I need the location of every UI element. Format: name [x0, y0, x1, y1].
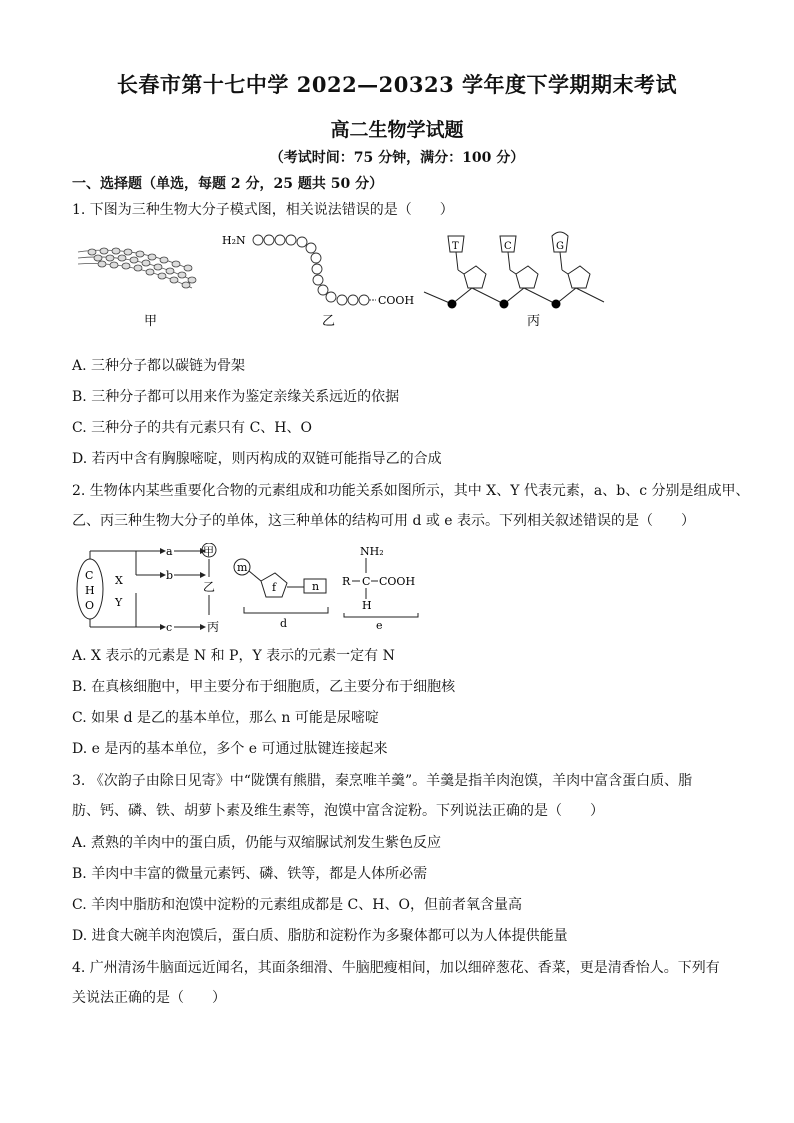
label-f: f: [272, 581, 277, 594]
q2-stem-line2: 乙、丙三种生物大分子的单体，这三种单体的结构可用 d 或 e 表示。下列相关叙述错误的是（ ）: [72, 513, 696, 529]
label-e: e: [376, 619, 383, 632]
label-cooh-e: COOH: [379, 575, 416, 588]
base-c: C: [504, 241, 512, 252]
q1-option-c: C. 三种分子的共有元素只有 C、H、O: [72, 420, 312, 436]
element-y: Y: [115, 596, 123, 609]
q4-stem-line2: 关说法正确的是（ ）: [72, 990, 226, 1006]
monomer-c: c: [166, 621, 173, 633]
q1-option-d: D. 若丙中含有胸腺嘧啶，则丙构成的双链可能指导乙的合成: [72, 451, 442, 467]
figure-bing-nucleotides: [424, 232, 604, 304]
element-o: O: [85, 599, 95, 612]
label-d: d: [280, 617, 288, 630]
q1-stem: 1. 下图为三种生物大分子模式图，相关说法错误的是（ ）: [72, 202, 454, 218]
exam-title: 长春市第十七中学 2022—20323 学年度下学期期末考试: [116, 72, 678, 97]
q3-stem-line1: 3. 《次韵子由除日见寄》中“陇馔有熊腊，秦烹唯羊羹”。羊羹是指羊肉泡馍，羊肉中富含蛋白质、脂: [72, 773, 693, 789]
label-m: m: [237, 561, 248, 574]
q4-stem-line1: 4. 广州清汤牛脑面远近闻名，其面条细滑、牛脑肥瘦相间，加以细碎葱花、香菜，更是清香怡人。下列有: [72, 960, 720, 976]
exam-info: （考试时间：75 分钟，满分：100 分）: [269, 150, 525, 166]
base-g: G: [556, 241, 564, 252]
figure-jia-helix: [78, 248, 196, 288]
q3-stem-line2: 肪、钙、磷、铁、胡萝卜素及维生素等，泡馍中富含淀粉。下列说法正确的是（ ）: [72, 803, 604, 819]
label-h2n: H₂N: [222, 234, 246, 247]
figure-label-jia: 甲: [144, 314, 158, 329]
q2-option-d: D. e 是丙的基本单位，多个 e 可通过肽键连接起来: [72, 741, 388, 757]
label-c-center: C: [362, 575, 371, 588]
figure-label-yi: 乙: [322, 314, 336, 329]
q3-option-c: C. 羊肉中脂肪和泡馍中淀粉的元素组成都是 C、H、O，但前者氧含量高: [72, 897, 522, 913]
q1-option-a: A. 三种分子都以碳链为骨架: [72, 358, 246, 374]
q2-option-c: C. 如果 d 是乙的基本单位，那么 n 可能是尿嘧啶: [72, 710, 379, 726]
element-c: C: [85, 569, 94, 582]
figure-yi-chain: [253, 235, 369, 305]
label-r: R: [342, 575, 351, 588]
section-heading: 一、选择题（单选，每题 2 分，25 题共 50 分）: [72, 176, 384, 192]
label-cooh: COOH: [378, 294, 415, 307]
label-h-e: H: [362, 599, 372, 612]
element-x: X: [115, 574, 123, 587]
exam-subtitle: 高二生物学试题: [330, 119, 464, 141]
q2-option-a: A. X 表示的元素是 N 和 P，Y 表示的元素一定有 N: [72, 648, 395, 664]
monomer-b: b: [166, 569, 174, 582]
label-n: n: [312, 580, 320, 593]
q2-option-b: B. 在真核细胞中，甲主要分布于细胞质，乙主要分布于细胞核: [72, 679, 456, 695]
q2-figure: [72, 543, 432, 633]
q1-option-b: B. 三种分子都可以用来作为鉴定亲缘关系远近的依据: [72, 389, 400, 405]
q3-option-d: D. 进食大碗羊肉泡馍后，蛋白质、脂肪和淀粉作为多聚体都可以为人体提供能量: [72, 928, 568, 944]
macro-bing: 丙: [207, 620, 220, 633]
base-t: T: [452, 241, 459, 252]
monomer-a: a: [166, 545, 173, 558]
q3-option-a: A. 煮熟的羊肉中的蛋白质，仍能与双缩脲试剂发生紫色反应: [72, 835, 442, 851]
label-nh2: NH₂: [360, 545, 384, 558]
figure-label-bing: 丙: [527, 314, 541, 329]
macro-jia: 甲: [203, 545, 214, 558]
element-h: H: [85, 584, 95, 597]
q2-stem-line1: 2. 生物体内某些重要化合物的元素组成和功能关系如图所示，其中 X、Y 代表元素，a、b、c 分别是组成甲、: [72, 483, 750, 499]
q1-figure: [72, 230, 622, 335]
q3-option-b: B. 羊肉中丰富的微量元素钙、磷、铁等，都是人体所必需: [72, 866, 428, 882]
macro-yi: 乙: [203, 580, 216, 594]
